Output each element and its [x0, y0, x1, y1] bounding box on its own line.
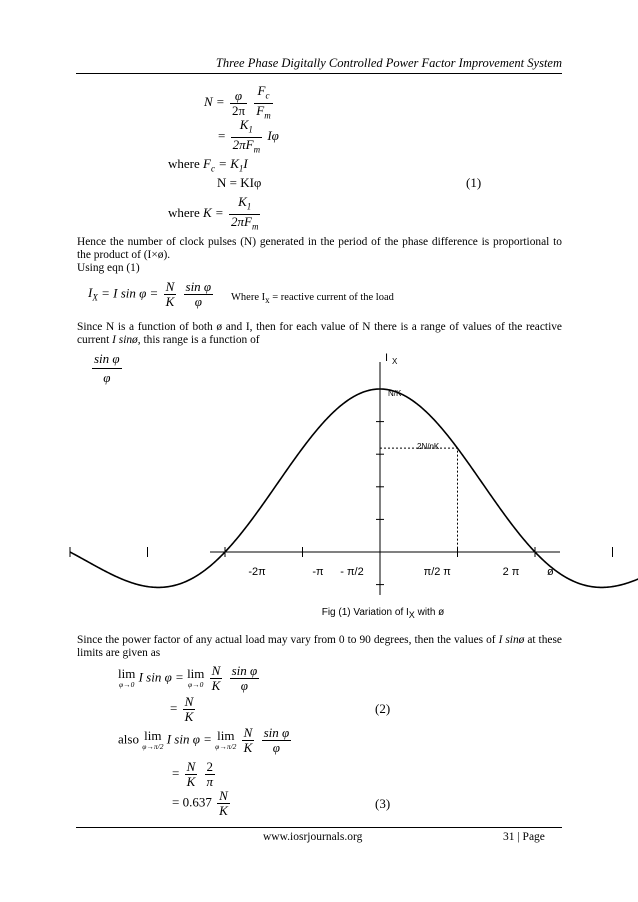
equation-fc: where $F_c = K_1I$	[168, 156, 248, 174]
where-word: where	[168, 156, 200, 171]
equation-number-2: (2)	[375, 701, 391, 716]
annotation-n-k: N/K	[388, 389, 402, 398]
x-tick-label: -π	[312, 566, 324, 578]
chart-labels	[248, 352, 554, 578]
x-axis-label: ø	[547, 566, 554, 578]
sinc-curve	[70, 389, 638, 587]
equation-ix: $I_X = I$ sin φ = $\frac{N}{K}$ $\frac{\text{sin φ}}{\varphi}$	[88, 279, 212, 309]
frac-den: 2π	[231, 102, 246, 118]
x-tick-label: 2 π	[502, 566, 520, 578]
figure-caption: Fig (1) Variation of $I_X$ with ø	[321, 607, 445, 620]
footer-site: www.iosrjournals.org	[263, 831, 363, 843]
paragraph-range: Since N is a function of both ø and I, then for each value of N there is a range of values of the reactive current I sinø, this range is a function of	[77, 321, 562, 347]
equation-3: = 0.637 $\frac{N}{K}$	[172, 788, 228, 818]
equation-n-k-2-pi: = $\frac{N}{K}$ $\frac{2}{\pi}$	[172, 759, 214, 789]
dashed-marker	[380, 448, 458, 552]
frac-num: N	[165, 279, 175, 294]
annotation-2n-nk: 2N/nK	[417, 442, 440, 451]
eq-k-lhs: K =	[203, 205, 224, 221]
equation-number-1: (1)	[466, 175, 482, 190]
eq-ix-mid: = I sin φ =	[101, 285, 159, 301]
paragraph-using-eqn: Using eqn (1)	[77, 262, 140, 274]
footer-page-number: 31 | Page	[503, 831, 545, 843]
equation-2: = $\frac{N}{K}$	[170, 694, 194, 724]
frac-den: φ	[103, 370, 111, 385]
equation-lim-pi-half: also lim φ→π/2 I sin φ = lim φ→π/2 $\frac{N}{K}$ $\frac{\text{sin φ}}{\varphi}$	[118, 725, 290, 755]
frac-num: φ	[230, 89, 247, 104]
frac-den: φ	[194, 294, 202, 309]
paragraph-power-factor: Since the power factor of any actual load may vary from 0 to 90 degrees, then the values of I sinø at these limits are given as	[77, 634, 562, 660]
frac-den: $F_m$	[256, 102, 271, 121]
y-axis-label-sub: X	[392, 357, 398, 366]
equation-number-3: (3)	[375, 796, 391, 811]
equation-1: N = KIφ	[217, 175, 262, 190]
ix-definition-note: Where $I_x$ = reactive current of the load	[231, 292, 394, 306]
frac-den: K	[165, 294, 175, 309]
x-tick-label: π	[443, 566, 451, 578]
eq-n-lhs: N =	[204, 94, 225, 110]
y-axis-label: I	[385, 352, 389, 364]
frac-num: $K_1$	[231, 118, 262, 138]
frac-den: $2\pi F_m$	[230, 213, 259, 232]
eq-i-phi: Iφ	[267, 128, 279, 144]
where-word: where	[168, 205, 200, 221]
running-title: Three Phase Digitally Controlled Power Factor Improvement System	[215, 56, 562, 70]
frac-num: sin φ	[92, 350, 122, 369]
frac-num: sin φ	[185, 279, 212, 294]
chart-curve	[70, 389, 638, 587]
x-tick-label: π/2	[423, 566, 441, 578]
frac-num: $K_1$	[229, 195, 260, 215]
eq-sign: =	[218, 128, 226, 144]
paragraph-clock-pulses: Hence the number of clock pulses (N) generated in the period of the phase difference is proportional to the product of (I×ø).	[77, 236, 562, 262]
x-tick-label: - π/2	[340, 566, 364, 578]
equation-lim-zero: lim φ→0 I sin φ = lim φ→0 $\frac{N}{K}$ $\frac{\text{sin φ}}{\varphi}$	[118, 663, 258, 693]
footer-rule	[76, 827, 562, 828]
x-tick-label: -2π	[248, 566, 266, 578]
frac-den: $2\pi F_m$	[232, 136, 261, 155]
frac-num: $F_c$	[254, 84, 272, 104]
